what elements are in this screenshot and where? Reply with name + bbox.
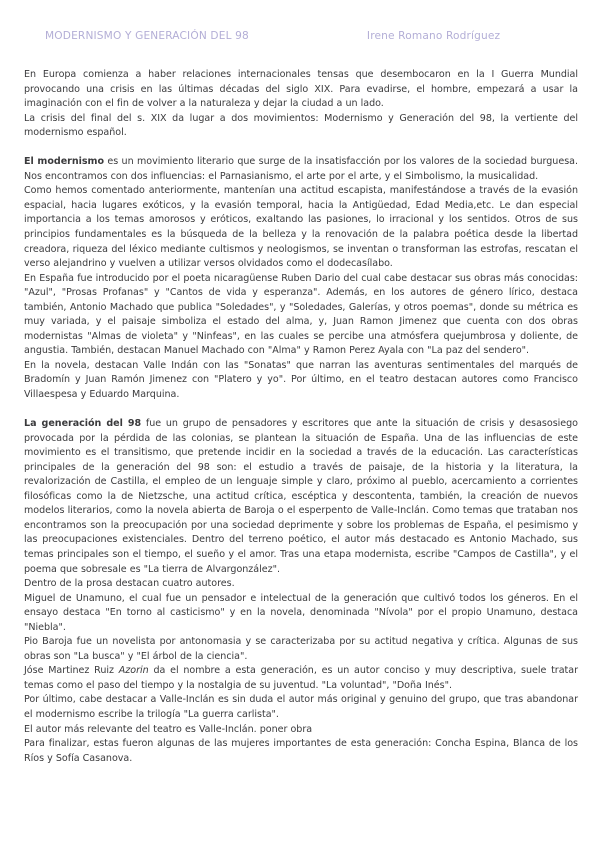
header-author: Irene Romano Rodríguez [366, 30, 501, 42]
paragraph [24, 155, 578, 184]
document-body [24, 68, 578, 766]
paragraph [24, 577, 578, 592]
paragraph [24, 635, 578, 664]
paragraph [24, 737, 578, 766]
text-run: Dentro de la prosa destacan cuatro autores. [24, 578, 235, 590]
paragraph-spacer [24, 403, 578, 418]
paragraph [24, 272, 578, 359]
header-title: MODERNISMO Y GENERACIÓN DEL 98 [45, 30, 249, 42]
paragraph [24, 68, 578, 112]
paragraph [24, 184, 578, 271]
text-run: fue un grupo de pensadores y escritores que ante la situación de crisis y desasosiego provocada por la pérdida de las colonias, se plantean la situación de España. Una de las influencias de este movimiento es el transitismo, que pretende incidir en la sociedad a través de la educación. Las características principales de la generación del 98 son: el estudio a través de paisaje, de la historia y la literatura, la revalorización de Castilla, el empleo de un lenguaje simple y claro, próximo al pueblo, acercamiento a corrientes filosóficas como la de Nietzsche, una actitud crítica, escéptica y descontenta, también, la creación de nuevos modelos literarios, como la novela abierta de Baroja o el esperpento de Valle-Inclán. Como temas que trataban nos encontramos son la preocupación por una sociedad deprimente y sobre los problemas de España, el pesimismo y las preocupaciones existenciales. Dentro del terreno poético, el autor más destacado es Antonio Machado, sus temas principales son el tiempo, el sueño y el amor. Tras una etapa modernista, escribe "Campos de Castilla", y el poema que sobresale es "La tierra de Alvargonzález". [24, 418, 579, 575]
text-run: La crisis del final del s. XIX da lugar a dos movimientos: Modernismo y Generación del 98, la vertiente del modernismo español. [24, 112, 578, 139]
paragraph [24, 592, 578, 636]
paragraph [24, 112, 578, 141]
text-run: En Europa comienza a haber relaciones internacionales tensas que desembocaron en la I Guerra Mundial provocando una crisis en las últimas décadas del siglo XIX. Para evadirse, el hombre, empezará a usar la imaginación con el fin de volver a la naturaleza y dejar la ciudad a un lado. [24, 69, 578, 110]
text-run: Miguel de Unamuno, el cual fue un pensador e intelectual de la generación que cultivó todos los géneros. En el ensayo destaca "En torno al casticismo" y en la novela, denominada "Nívola" por el propio Unamuno, destaca "Niebla". [24, 592, 578, 633]
italic-run: Azorin [118, 665, 149, 677]
text-run: En la novela, destacan Valle Indán con las "Sonatas" que narran las aventuras sentimentales del marqués de Bradomín y Juan Ramón Jimenez con "Platero y yo". Por último, en el teatro destacan autores como Francisco Villaespesa y Eduardo Marquina. [24, 359, 578, 400]
document-header [24, 30, 576, 42]
paragraph-spacer [24, 141, 578, 156]
text-run: es un movimiento literario que surge de la insatisfacción por los valores de la sociedad burguesa. Nos encontramos con dos influencias: el Parnasianismo, el arte por el arte, y el Simbolismo, la musicalidad. [24, 156, 578, 182]
bold-run: La generación del 98 [24, 418, 142, 430]
paragraph [24, 417, 578, 577]
text-run: Por último, cabe destacar a Valle-Inclán es sin duda el autor más original y genuino del grupo, que tras abandonar el modernismo escribe la trilogía "La guerra carlista". [24, 694, 578, 720]
text-run: El autor más relevante del teatro es Valle-Inclán. poner obra [24, 723, 313, 735]
bold-run: El modernismo [24, 156, 104, 168]
text-run: da el nombre a esta generación, es un autor conciso y muy descriptiva, suele tratar temas como el paso del tiempo y la nostalgia de su juventud. "La voluntad", "Doña Inés". [24, 665, 579, 691]
paragraph [24, 723, 578, 738]
paragraph [24, 693, 578, 722]
text-run: Jóse Martinez Ruiz [24, 665, 119, 677]
text-run: Pio Baroja fue un novelista por antonomasia y se caracterizaba por su actitud negativa y crítica. Algunas de sus obras son "La busca" y "El árbol de la ciencia". [24, 636, 578, 662]
text-run: Como hemos comentado anteriormente, mantenían una actitud escapista, manifestándose a través de la evasión espacial, hacia lugares exóticos, y la evasión temporal, hacia la Antigüedad, Edad Media,etc. Le dan especial importancia a los temas amorosos y eróticos, exaltando las pasiones, lo irracional y los sentidos. Otros de sus principios fundamentales es la búsqueda de la belleza y la renovación de la palabra poética desde la libertad creadora, riqueza del léxico mediante cultismos y neologismos, se inventan o transforman las estrofas, rescatan el verso alejandrino y vuelven a utilizar versos olvidados como el dodecasílabo. [24, 185, 578, 270]
paragraph [24, 359, 578, 403]
text-run: Para finalizar, estas fueron algunas de las mujeres importantes de esta generación: Concha Espina, Blanca de los Ríos y Sofía Casanova. [24, 738, 578, 764]
text-run: En España fue introducido por el poeta nicaragüense Ruben Dario del cual cabe destacar sus obras más conocidas: "Azul", "Prosas Profanas" y "Cantos de vida y esperanza". Además, en los autores de género lírico, destaca también, Antonio Machado que publica "Soledades", y "Soledades, Galerías, y otros poemas", donde su métrica es muy variada, y el paisaje simboliza el estado del alma, y, Juan Ramon Jimenez que cuenta con dos obras modernistas "Almas de violeta" y "Ninfeas", en las cuales se percibe una atmósfera quejumbrosa y doliente, de angustia. También, destacan Manuel Machado con "Alma" y Ramon Perez Ayala con "La paz del sendero". [24, 272, 578, 357]
paragraph [24, 664, 578, 693]
